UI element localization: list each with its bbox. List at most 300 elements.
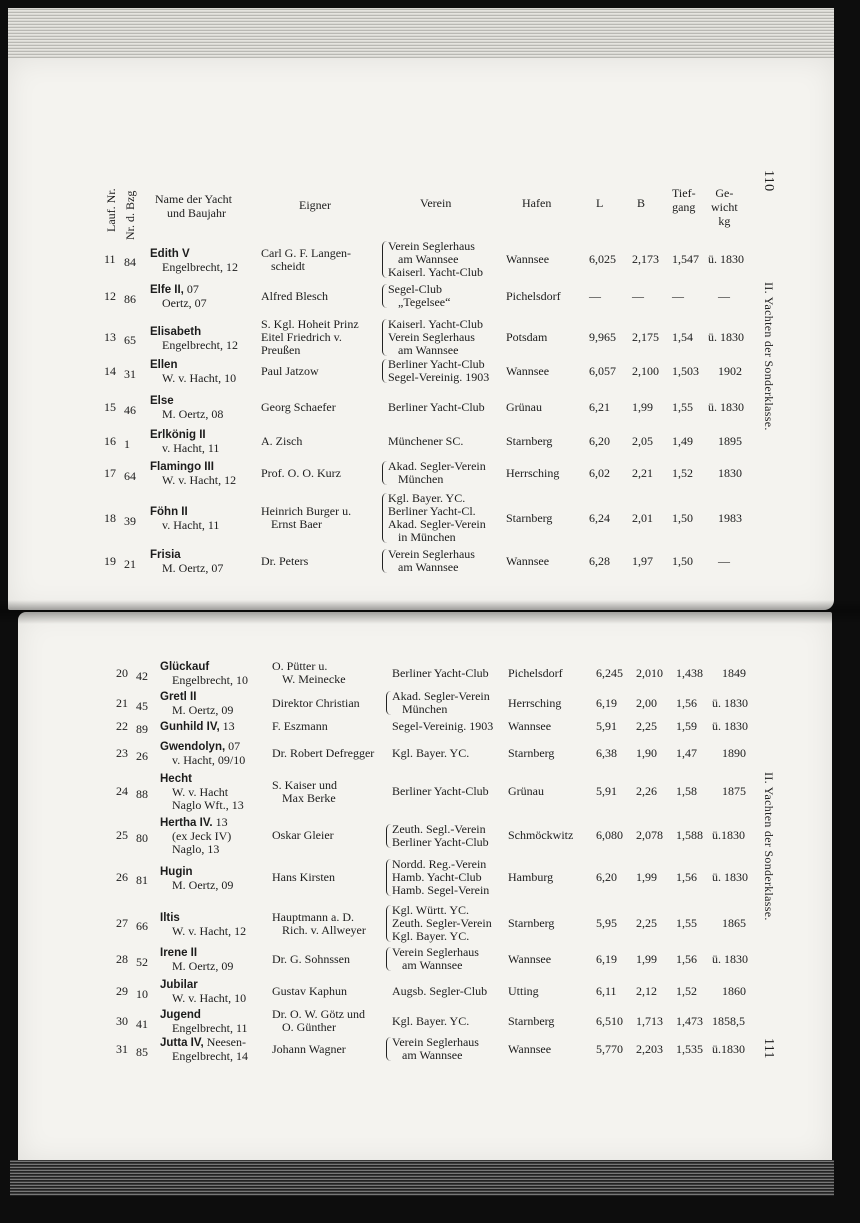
row-lauf-nr: 20 <box>116 665 128 680</box>
draft-value: 1,52 <box>676 983 697 998</box>
length-value: 6,245 <box>596 665 623 680</box>
owner-cell <box>272 1043 346 1056</box>
yacht-name-line <box>160 772 244 786</box>
row-nr-bzg: 81 <box>136 873 148 887</box>
length-value: 6,057 <box>589 363 616 378</box>
draft-value: 1,49 <box>672 433 693 448</box>
owner-line: Direktor Christian <box>272 695 360 710</box>
owner-line: Dr. G. Sohnssen <box>272 951 351 966</box>
club-line: Kgl. Bayer. YC. <box>392 929 470 943</box>
club-line: Berliner Yacht-Club <box>388 357 485 371</box>
club-cell <box>388 548 475 574</box>
builder-year: Naglo Wft., 13 <box>172 798 244 812</box>
yacht-name: Föhn II <box>150 506 188 518</box>
yacht-name-cell <box>150 428 219 455</box>
owner-cell <box>261 247 351 273</box>
club-cell <box>392 1036 479 1062</box>
yacht-name-cell <box>160 740 245 767</box>
yacht-name-cell <box>160 816 231 856</box>
yacht-name: Iltis <box>160 911 180 924</box>
owner-cell <box>272 660 346 686</box>
harbor: Wannsee <box>506 363 550 378</box>
owner-line: Eitel Friedrich v. <box>261 330 342 344</box>
club-line: Verein Seglerhaus <box>388 239 475 253</box>
owner-cell <box>261 435 302 448</box>
builder-year: v. Hacht, 09/10 <box>172 753 246 767</box>
beam-value: 2,21 <box>632 465 653 480</box>
yacht-name-line <box>160 946 233 960</box>
row-lauf-nr: 12 <box>104 288 116 303</box>
length-value: 6,24 <box>589 510 610 525</box>
yacht-name-line <box>150 505 219 519</box>
draft-value: 1,503 <box>672 363 699 378</box>
owner-line: F. Eszmann <box>272 719 328 733</box>
beam-value: 2,12 <box>636 983 657 998</box>
weight-value: — <box>718 553 730 568</box>
owner-line: S. Kgl. Hoheit Prinz <box>261 317 359 331</box>
club-cell <box>392 690 490 716</box>
owner-cell <box>261 401 336 414</box>
builder-year: Oertz, 07 <box>162 296 207 310</box>
club-line: Segel-Club <box>388 282 442 296</box>
builder-year: Engelbrecht, 12 <box>162 259 238 274</box>
club-cell <box>392 985 487 998</box>
weight-value: 1890 <box>722 745 746 760</box>
beam-value: 2,05 <box>632 433 653 448</box>
owner-line: W. Meinecke <box>282 672 346 686</box>
yacht-name-line <box>150 460 236 474</box>
owner-line: Ernst Baer <box>271 517 322 531</box>
club-cell <box>388 240 483 279</box>
owner-line: O. Pütter u. <box>272 659 328 673</box>
row-nr-bzg: 21 <box>124 556 136 571</box>
row-nr-bzg: 85 <box>136 1044 148 1059</box>
header-l: L <box>596 196 604 210</box>
owner-cell <box>261 555 308 568</box>
yacht-name-cell <box>160 946 233 973</box>
row-lauf-nr: 24 <box>116 784 128 798</box>
draft-value: 1,547 <box>672 252 699 266</box>
yacht-name-cell <box>150 358 236 385</box>
row-lauf-nr: 11 <box>104 252 116 266</box>
club-line: Akad. Segler-Verein <box>392 689 490 703</box>
builder-year: Engelbrecht, 10 <box>172 673 248 687</box>
row-nr-bzg: 39 <box>124 513 136 528</box>
builder-year: (ex Jeck IV) <box>172 829 232 843</box>
beam-value: 2,100 <box>632 363 659 378</box>
book-page-edges-bottom <box>10 1160 834 1196</box>
club-line: am Wannsee <box>398 343 459 357</box>
draft-value: 1,59 <box>676 719 697 733</box>
club-line: Verein Seglerhaus <box>392 1035 479 1049</box>
page-number-top: 110 <box>761 170 776 192</box>
club-line: München <box>402 702 448 716</box>
length-value: 5,91 <box>596 784 617 798</box>
owner-line: Hans Kirsten <box>272 870 335 884</box>
row-nr-bzg: 45 <box>136 698 148 713</box>
row-lauf-nr: 30 <box>116 1013 128 1028</box>
owner-cell <box>272 720 328 733</box>
beam-value: 1,713 <box>636 1013 663 1028</box>
length-value: 5,95 <box>596 916 617 930</box>
builder-year: W. v. Hacht <box>172 785 229 799</box>
harbor: Starnberg <box>506 510 553 525</box>
header-lauf-nr: Lauf. Nr. <box>104 188 118 232</box>
club-line: Akad. Segler-Verein <box>388 459 486 473</box>
yacht-name: Ellen <box>150 359 178 371</box>
harbor: Grünau <box>506 399 542 414</box>
side-title-bottom: II. Yachten der Sonderklasse. <box>762 772 776 921</box>
brace <box>386 824 391 848</box>
row-lauf-nr: 14 <box>104 363 116 378</box>
weight-value: 1858,5 <box>712 1013 745 1028</box>
yacht-name-cell <box>160 1036 248 1063</box>
club-line: Kgl. Bayer. YC. <box>392 1013 470 1028</box>
beam-value: 2,175 <box>632 330 659 344</box>
row-nr-bzg: 1 <box>124 436 130 451</box>
owner-line: Preußen <box>261 343 301 357</box>
club-line: Zeuth. Segl.-Verein <box>392 821 486 836</box>
row-nr-bzg: 88 <box>136 787 148 801</box>
owner-line: Dr. O. W. Götz und <box>272 1007 365 1021</box>
beam-value: 1,99 <box>636 951 657 966</box>
club-cell <box>392 858 489 897</box>
beam-value: 2,25 <box>636 916 657 930</box>
header-nr-bzg: Nr. d. Bzg <box>123 190 137 240</box>
beam-value: 1,99 <box>636 870 657 884</box>
club-line: Kgl. Bayer. YC. <box>388 491 466 505</box>
yacht-name-cell <box>150 283 207 310</box>
owner-cell <box>272 779 337 805</box>
yacht-name-line <box>160 1008 248 1022</box>
brace <box>386 905 391 942</box>
brace <box>382 493 387 543</box>
weight-value: 1830 <box>718 465 742 480</box>
club-line: Berliner Yacht-Club <box>392 784 489 798</box>
club-line: Verein Seglerhaus <box>392 945 479 959</box>
draft-value: 1,535 <box>676 1041 703 1056</box>
weight-value: ü.1830 <box>712 828 745 842</box>
club-line: Akad. Segler-Verein <box>388 517 486 531</box>
table-row <box>0 904 860 944</box>
yacht-name: Irene II <box>160 947 198 959</box>
row-lauf-nr: 17 <box>104 465 116 480</box>
yacht-name: Gwendolyn, <box>160 741 226 753</box>
yacht-name-suffix: 07 <box>225 739 241 753</box>
yacht-name-line <box>160 740 245 754</box>
brace <box>386 859 391 896</box>
yacht-name: Elisabeth <box>150 325 202 338</box>
club-line: Münchener SC. <box>388 433 464 448</box>
yacht-name-line <box>150 325 238 339</box>
club-line: Kaiserl. Yacht-Club <box>388 265 483 279</box>
length-value: 5,91 <box>596 719 617 733</box>
owner-line: A. Zisch <box>261 433 303 448</box>
row-lauf-nr: 15 <box>104 399 116 414</box>
row-nr-bzg: 52 <box>136 954 148 969</box>
row-nr-bzg: 26 <box>136 748 148 763</box>
owner-cell <box>272 985 347 998</box>
beam-value: 2,203 <box>636 1041 663 1056</box>
book-page-edges-top <box>8 8 834 62</box>
weight-value: — <box>718 288 730 303</box>
draft-value: 1,56 <box>676 695 697 710</box>
row-lauf-nr: 28 <box>116 951 128 966</box>
owner-line: Carl G. F. Langen- <box>261 245 352 260</box>
weight-value: ü. 1830 <box>712 719 748 733</box>
owner-cell <box>272 747 374 760</box>
weight-value: 1902 <box>718 363 742 378</box>
yacht-name-line <box>160 978 246 992</box>
draft-value: — <box>672 288 684 303</box>
harbor: Starnberg <box>508 1013 555 1028</box>
owner-cell <box>272 829 334 842</box>
row-lauf-nr: 18 <box>104 510 116 525</box>
owner-line: Max Berke <box>282 790 336 805</box>
club-line: in München <box>398 530 456 544</box>
club-line: Nordd. Reg.-Verein <box>392 857 487 871</box>
table-row <box>0 772 860 812</box>
row-nr-bzg: 86 <box>124 291 136 306</box>
table-row <box>0 240 860 280</box>
beam-value: 2,01 <box>632 510 653 525</box>
owner-line: Dr. Peters <box>261 553 309 568</box>
yacht-name-line <box>150 548 223 562</box>
builder-year: Engelbrecht, 11 <box>172 1021 248 1035</box>
club-line: Segel-Vereinig. 1903 <box>388 370 490 384</box>
owner-cell <box>272 871 335 884</box>
brace <box>386 947 391 971</box>
club-cell <box>392 747 469 760</box>
yacht-name-cell <box>160 911 246 938</box>
club-line: Hamb. Yacht-Club <box>392 870 482 884</box>
yacht-name-line <box>160 1036 248 1050</box>
row-nr-bzg: 66 <box>136 919 148 933</box>
owner-line: Johann Wagner <box>272 1041 346 1056</box>
page-number-bottom: 111 <box>761 1038 776 1059</box>
owner-cell <box>261 505 351 531</box>
club-cell <box>392 785 489 798</box>
weight-value: 1860 <box>722 983 746 998</box>
owner-cell <box>272 911 366 937</box>
length-value: 6,20 <box>589 433 610 448</box>
club-cell <box>388 318 483 357</box>
table-row <box>0 358 860 398</box>
owner-line: Oskar Gleier <box>272 828 334 842</box>
yacht-name-line <box>160 720 235 734</box>
row-nr-bzg: 31 <box>124 366 136 381</box>
yacht-name-cell <box>150 505 219 532</box>
draft-value: 1,58 <box>676 784 697 798</box>
weight-value: 1895 <box>718 433 742 448</box>
draft-value: 1,47 <box>676 745 697 760</box>
row-lauf-nr: 27 <box>116 916 128 930</box>
row-lauf-nr: 16 <box>104 433 116 448</box>
harbor: Hamburg <box>508 870 554 884</box>
yacht-name: Frisia <box>150 549 181 561</box>
builder-year: W. v. Hacht, 10 <box>162 371 237 385</box>
beam-value: 1,99 <box>632 399 653 414</box>
yacht-name-suffix: 13 <box>219 719 235 733</box>
club-cell <box>392 1015 469 1028</box>
row-lauf-nr: 26 <box>116 870 128 884</box>
owner-cell <box>272 1008 365 1034</box>
brace <box>382 549 387 573</box>
weight-value: ü. 1830 <box>712 870 748 884</box>
row-nr-bzg: 10 <box>136 986 148 1001</box>
header-name: Name der Yacht und Baujahr <box>155 192 232 220</box>
club-line: Berliner Yacht-Club <box>392 665 489 680</box>
builder-year: M. Oertz, 09 <box>172 877 234 892</box>
builder-year: Engelbrecht, 12 <box>162 337 238 352</box>
table-row <box>0 1036 860 1076</box>
yacht-name-line <box>150 247 238 261</box>
yacht-name-cell <box>150 247 238 274</box>
yacht-name-cell <box>160 690 233 717</box>
club-line: Verein Seglerhaus <box>388 330 475 344</box>
row-nr-bzg: 84 <box>124 255 136 269</box>
yacht-name-line <box>160 865 233 879</box>
builder-year: W. v. Hacht, 10 <box>172 991 247 1005</box>
brace <box>386 1037 391 1061</box>
yacht-name-cell <box>160 865 233 892</box>
builder-year: M. Oertz, 09 <box>172 959 234 973</box>
row-nr-bzg: 89 <box>136 722 148 736</box>
club-cell <box>392 720 493 733</box>
yacht-name: Edith V <box>150 247 190 260</box>
yacht-name-cell <box>160 1008 248 1035</box>
builder-year: W. v. Hacht, 12 <box>172 923 247 938</box>
yacht-name: Hecht <box>160 773 192 785</box>
yacht-name-line <box>160 690 233 704</box>
club-line: Verein Seglerhaus <box>388 547 475 561</box>
draft-value: 1,473 <box>676 1013 703 1028</box>
yacht-name: Elfe II, <box>150 284 184 296</box>
club-line: Berliner Yacht-Club <box>392 834 489 849</box>
club-cell <box>388 460 486 486</box>
builder-year: W. v. Hacht, 12 <box>162 473 237 487</box>
brace <box>382 461 387 485</box>
club-line: Berliner Yacht-Club <box>388 399 485 414</box>
club-line: Hamb. Segel-Verein <box>392 883 490 897</box>
row-lauf-nr: 22 <box>116 719 128 733</box>
harbor: Grünau <box>508 784 544 798</box>
table-row <box>0 318 860 358</box>
harbor: Wannsee <box>506 252 550 266</box>
beam-value: 2,010 <box>636 665 663 680</box>
length-value: 5,770 <box>596 1041 623 1056</box>
row-lauf-nr: 23 <box>116 745 128 760</box>
row-lauf-nr: 13 <box>104 330 116 344</box>
owner-line: Georg Schaefer <box>261 399 336 414</box>
club-line: „Tegelsee“ <box>398 295 451 309</box>
length-value: 6,11 <box>596 983 617 998</box>
yacht-name-cell <box>150 548 223 575</box>
weight-value: 1983 <box>718 510 742 525</box>
yacht-name-line <box>150 428 219 442</box>
club-line: am Wannsee <box>402 958 463 972</box>
owner-line: Dr. Robert Defregger <box>272 745 375 760</box>
table-row <box>0 858 860 898</box>
length-value: 6,510 <box>596 1013 623 1028</box>
club-cell <box>392 667 489 680</box>
club-cell <box>388 358 489 384</box>
weight-value: ü.1830 <box>712 1041 745 1056</box>
draft-value: 1,56 <box>676 951 697 966</box>
club-line: Kaiserl. Yacht-Club <box>388 317 483 331</box>
side-title-top: II. Yachten der Sonderklasse. <box>762 282 776 431</box>
yacht-name: Jutta IV, <box>160 1037 204 1049</box>
weight-value: ü. 1830 <box>708 330 744 344</box>
builder-year: Engelbrecht, 14 <box>172 1049 248 1063</box>
draft-value: 1,55 <box>672 399 693 414</box>
length-value: 6,080 <box>596 828 623 842</box>
brace <box>382 319 387 356</box>
yacht-name-line <box>160 660 248 674</box>
harbor: Potsdam <box>506 330 548 344</box>
club-cell <box>392 946 479 972</box>
owner-line: O. Günther <box>282 1020 336 1034</box>
header-eigner: Eigner <box>299 198 331 212</box>
book-fold-shadow <box>0 600 860 624</box>
owner-line: Rich. v. Allweyer <box>282 922 366 937</box>
header-b: B <box>637 196 646 210</box>
weight-value: 1849 <box>722 665 746 680</box>
yacht-name: Jubilar <box>160 979 198 991</box>
length-value: — <box>589 288 601 303</box>
club-line: am Wannsee <box>402 1048 463 1062</box>
club-line: am Wannsee <box>398 560 459 574</box>
length-value: 6,20 <box>596 870 617 884</box>
brace <box>382 284 387 308</box>
row-lauf-nr: 25 <box>116 828 128 842</box>
weight-value: ü. 1830 <box>712 951 748 966</box>
owner-line: Hauptmann a. D. <box>272 909 354 924</box>
yacht-name: Hugin <box>160 865 193 878</box>
yacht-name-suffix: Neesen- <box>203 1035 246 1049</box>
club-cell <box>388 283 450 309</box>
yacht-name-cell <box>160 720 235 734</box>
owner-cell <box>261 290 328 303</box>
header-gewicht: Ge- wicht kg <box>711 186 738 228</box>
draft-value: 1,50 <box>672 510 693 525</box>
length-value: 6,28 <box>589 553 610 568</box>
owner-cell <box>272 953 350 966</box>
yacht-name: Gretl II <box>160 691 197 703</box>
row-nr-bzg: 65 <box>124 333 136 347</box>
row-lauf-nr: 31 <box>116 1041 128 1056</box>
harbor: Starnberg <box>508 916 555 930</box>
draft-value: 1,438 <box>676 665 703 680</box>
harbor: Wannsee <box>508 951 552 966</box>
owner-cell <box>261 318 359 357</box>
brace <box>382 241 387 278</box>
owner-line: Alfred Blesch <box>261 288 328 303</box>
beam-value: 2,078 <box>636 828 663 842</box>
yacht-name: Jugend <box>160 1009 201 1021</box>
yacht-name: Hertha IV. <box>160 817 213 829</box>
builder-year: M. Oertz, 07 <box>162 561 224 575</box>
weight-value: 1875 <box>722 784 746 798</box>
row-nr-bzg: 41 <box>136 1016 148 1031</box>
length-value: 6,02 <box>589 465 610 480</box>
club-cell <box>392 823 489 849</box>
draft-value: 1,55 <box>676 916 697 930</box>
row-nr-bzg: 42 <box>136 668 148 683</box>
harbor: Pichelsdorf <box>508 665 563 680</box>
beam-value: 2,00 <box>636 695 657 710</box>
weight-value: ü. 1830 <box>708 252 744 266</box>
